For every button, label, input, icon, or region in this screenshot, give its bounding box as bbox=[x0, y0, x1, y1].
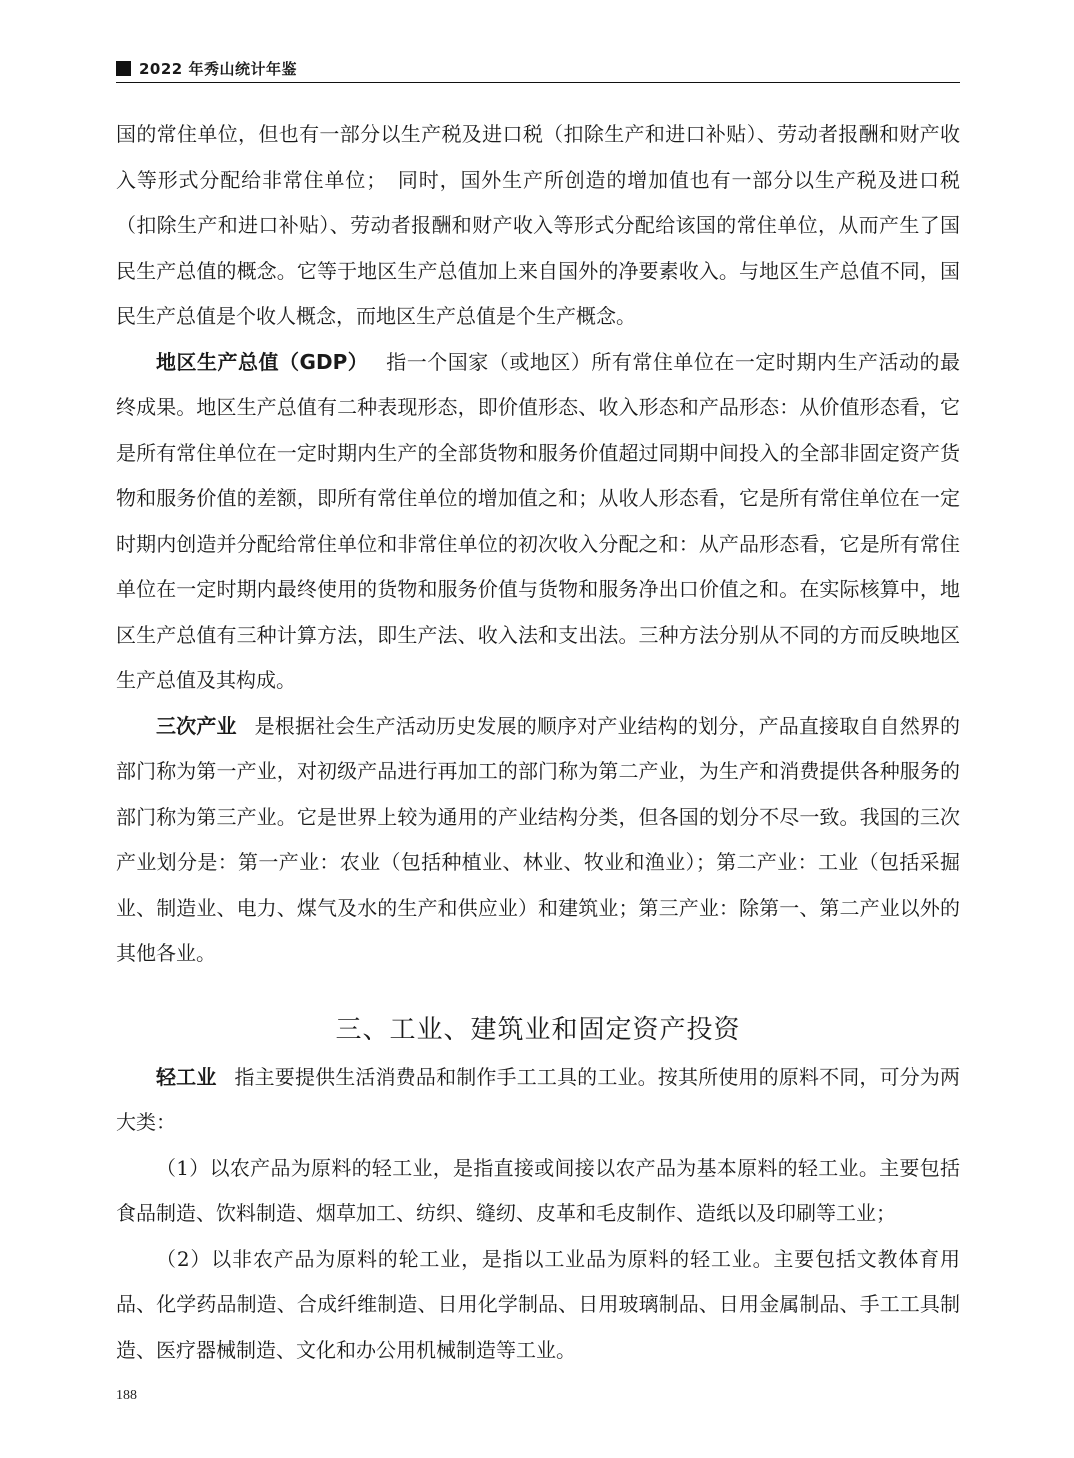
tertiary-definition: 是根据社会生产活动历史发展的顺序对产业结构的划分，产品直接取自自然界的部门称为第一产业，对初级产品进行再加工的部门称为第二产业，为生产和消费提供各种服务的部门称为第三产业。它是世界上较为通用的产业结构分类，但各国的划分不尽一致。我国的三次产业划分是：第一产业：农业（包括种植业、林业、牧业和渔业）；第二产业：工业（包括采掘业、制造业、电力、煤气及水的生产和供应业）和建筑业；第三产业：除第一、第二产业以外的其他各业。 bbox=[116, 713, 961, 965]
paragraph-light-industry bbox=[116, 1055, 960, 1146]
header-title: 2022 年秀山统计年鉴 bbox=[139, 59, 297, 78]
page-number: 188 bbox=[116, 1388, 137, 1403]
paragraph-gnp-continued: 国的常住单位，但也有一部分以生产税及进口税（扣除生产和进口补贴）、劳动者报酬和财产收入等形式分配给非常住单位； 同时，国外生产所创造的增加值也有一部分以生产税及进口税（扣除生产和进口补贴）、劳动者报酬和财产收入等形式分配给该国的常住单位，从而产生了国民生产总值的概念。它等于地区生产总值加上来自国外的净要素收入。与地区生产总值不同，国民生产总值是个收人概念，而地区生产总值是个生产概念。 bbox=[116, 122, 960, 328]
light-industry-definition: 指主要提供生活消费品和制作手工工具的工业。按其所使用的原料不同，可分为两大类： bbox=[116, 1064, 961, 1134]
term-gdp: 地区生产总值（GDP） bbox=[156, 349, 369, 374]
light-industry-item-1: （1）以农产品为原料的轻工业，是指直接或间接以农产品为基本原料的轻工业。主要包括食品制造、饮料制造、烟草加工、纺织、缝纫、皮革和毛皮制作、造纸以及印刷等工业； bbox=[116, 1155, 960, 1225]
header-square-icon bbox=[116, 61, 131, 76]
gdp-definition: 指一个国家（或地区）所有常住单位在一定时期内生产活动的最终成果。地区生产总值有二种表现形态，即价值形态、收入形态和产品形态：从价值形态看，它是所有常住单位在一定时期内生产的全部货物和服务价值超过同期中间投入的全部非固定资产货物和服务价值的差额，即所有常住单位的增加值之和；从收人形态看，它是所有常住单位在一定时期内创造并分配给常住单位和非常住单位的初次收入分配之和：从产品形态看，它是所有常住单位在一定时期内最终使用的货物和服务价值与货物和服务净出口价值之和。在实际核算中，地区生产总值有三种计算方法，即生产法、收入法和支出法。三种方法分别从不同的方而反映地区生产总值及其构成。 bbox=[116, 349, 960, 692]
term-light-industry: 轻工业 bbox=[156, 1064, 217, 1089]
paragraph-gdp bbox=[116, 340, 960, 704]
page-header bbox=[116, 56, 960, 83]
term-tertiary-industry: 三次产业 bbox=[156, 713, 237, 738]
page-content bbox=[116, 112, 960, 1373]
paragraph-tertiary-industry bbox=[116, 704, 960, 977]
section-title: 三、工业、建筑业和固定资产投资 bbox=[335, 1014, 741, 1045]
light-industry-item-2: （2）以非农产品为原料的轮工业，是指以工业品为原料的轻工业。主要包括文教体育用品、化学药品制造、合成纤维制造、日用化学制品、日用玻璃制品、日用金属制品、手工工具制造、医疗器械制造、文化和办公用机械制造等工业。 bbox=[116, 1246, 960, 1362]
